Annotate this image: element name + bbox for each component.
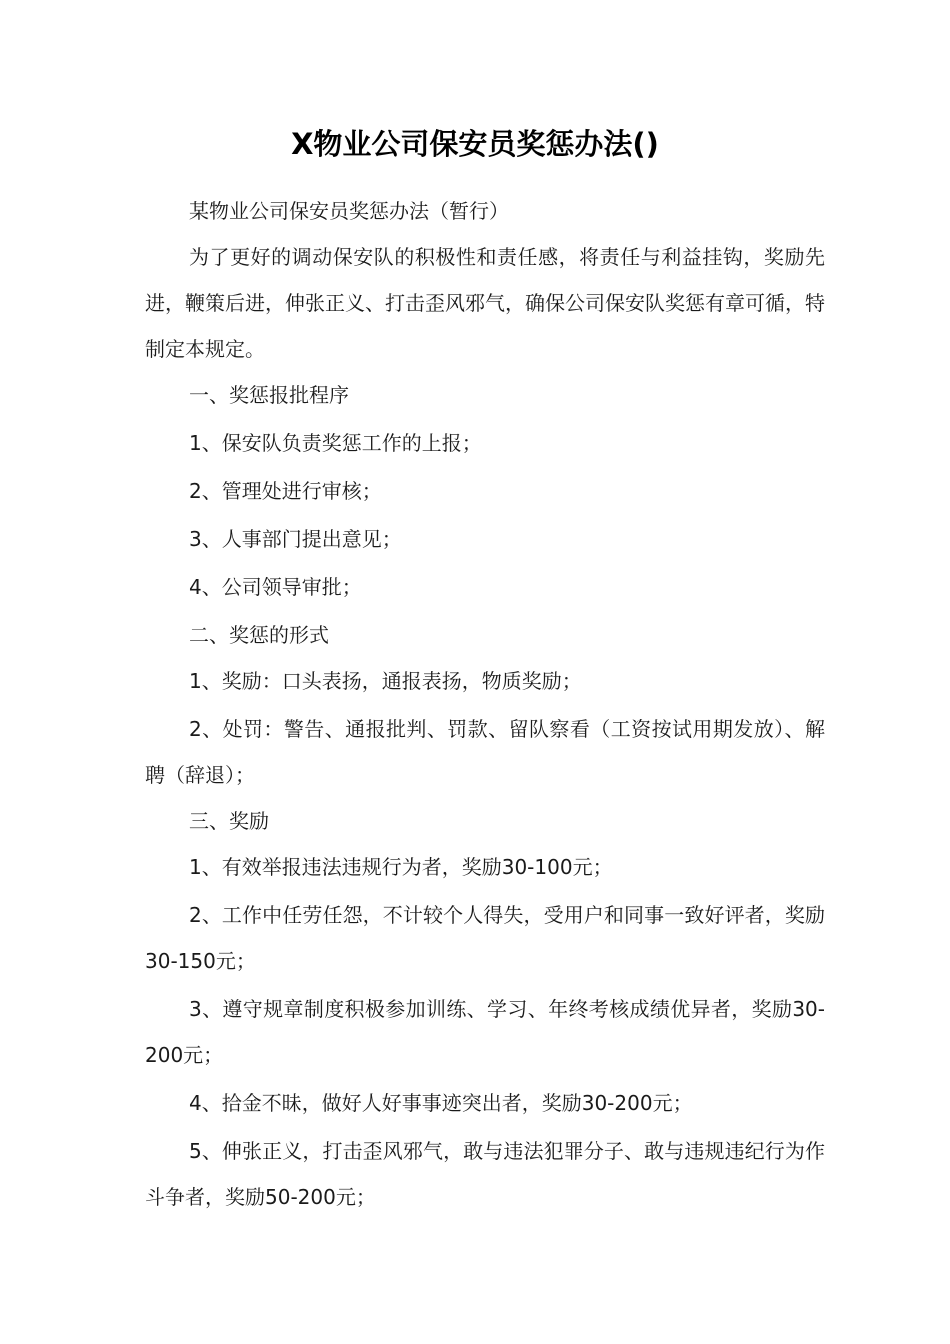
paragraph-intro: 为了更好的调动保安队的积极性和责任感，将责任与利益挂钩，奖励先进，鞭策后进，伸张正义、打击歪风邪气，确保公司保安队奖惩有章可循，特制定本规定。 — [145, 245, 825, 361]
list-item: 4、拾金不昧，做好人好事事迹突出者，奖励30-200元； — [189, 1091, 693, 1115]
list-item: 3、遵守规章制度积极参加训练、学习、年终考核成绩优异者，奖励30-200元； — [145, 997, 825, 1067]
list-item: 1、奖励：口头表扬，通报表扬，物质奖励； — [189, 669, 582, 693]
list-item: 2、管理处进行审核； — [189, 479, 382, 503]
list-item: 4、公司领导审批； — [189, 575, 362, 599]
list-item: 3、人事部门提出意见； — [189, 527, 402, 551]
list-item: 2、工作中任劳任怨，不计较个人得失，受用户和同事一致好评者，奖励30-150元； — [145, 903, 825, 973]
list-item: 1、有效举报违法违规行为者，奖励30-100元； — [189, 855, 613, 879]
list-item: 1、保安队负责奖惩工作的上报； — [189, 431, 482, 455]
section-heading-procedure: 一、奖惩报批程序 — [189, 383, 349, 407]
list-item: 5、伸张正义，打击歪风邪气，敢与违法犯罪分子、敢与违规违纪行为作斗争者，奖励50-200元； — [145, 1139, 825, 1209]
document-title: X物业公司保安员奖惩办法() — [291, 127, 659, 161]
paragraph-subtitle: 某物业公司保安员奖惩办法（暂行） — [189, 199, 509, 223]
document-body — [145, 188, 825, 1220]
section-heading-rewards: 三、奖励 — [189, 809, 269, 833]
list-item: 2、处罚：警告、通报批判、罚款、留队察看（工资按试用期发放）、解聘（辞退）； — [145, 717, 825, 787]
section-heading-forms: 二、奖惩的形式 — [189, 623, 329, 647]
